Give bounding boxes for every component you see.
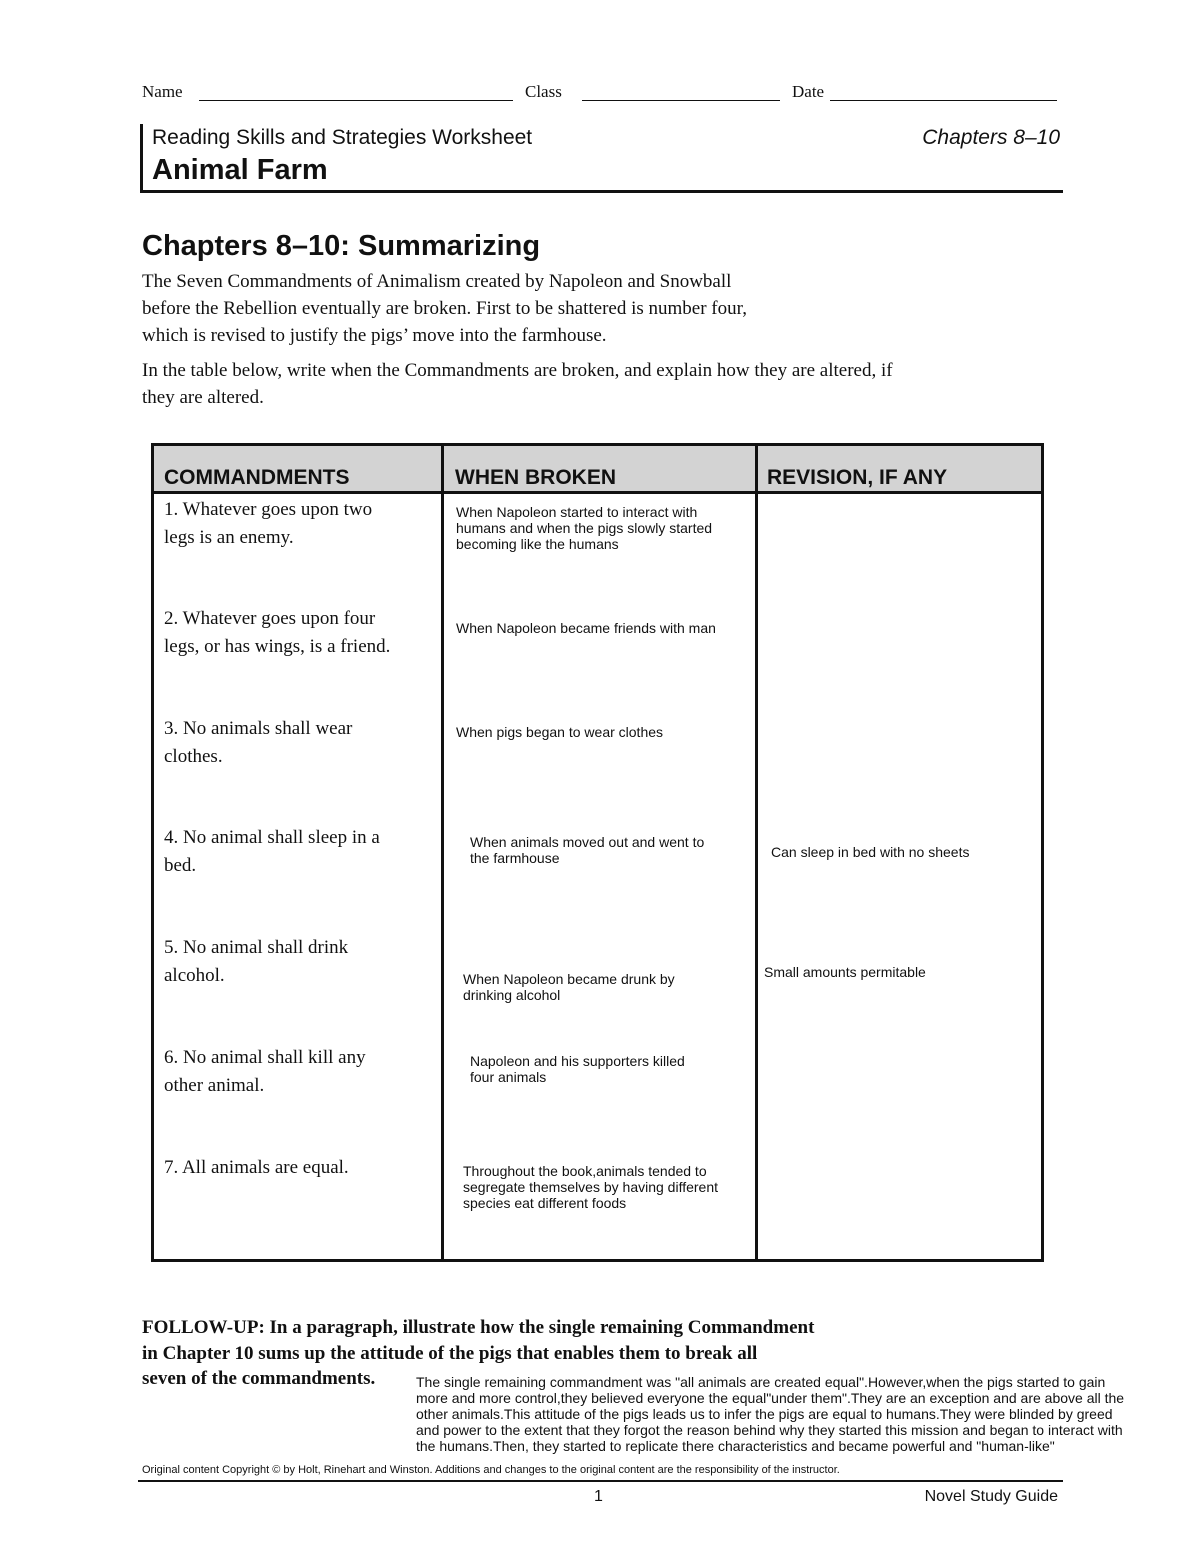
- class-label: Class: [525, 82, 562, 101]
- commandment-cell: [164, 934, 434, 990]
- cell-line: drinking alcohol: [463, 987, 561, 1003]
- commandment-cell: [164, 1154, 434, 1182]
- novel-study-guide-label: Novel Study Guide: [924, 1488, 1058, 1505]
- revision-cell[interactable]: [771, 844, 1031, 860]
- header-commandments: COMMANDMENTS: [164, 466, 350, 489]
- cell-line: four animals: [470, 1069, 547, 1085]
- section-title: Chapters 8–10: Summarizing: [142, 230, 541, 262]
- cell-line: alcohol.: [164, 965, 225, 986]
- cell-line: bed.: [164, 855, 197, 876]
- cell-line: 6. No animal shall kill any: [164, 1047, 366, 1068]
- follow-up-prompt-line: seven of the commandments.: [142, 1368, 376, 1389]
- cell-line: becoming like the humans: [456, 536, 619, 552]
- copyright-notice: Original content Copyright © by Holt, Rinehart and Winston. Additions and changes to the original content are the responsibility of the instructor.: [142, 1464, 840, 1476]
- date-label: Date: [792, 82, 825, 101]
- cell-line: humans and when the pigs slowly started: [456, 520, 713, 536]
- cell-line: Throughout the book,animals tended to: [463, 1163, 707, 1179]
- when-broken-cell[interactable]: [463, 1163, 763, 1211]
- intro-line: before the Rebellion eventually are broken. First to be shattered is number four,: [142, 298, 747, 319]
- commandment-cell: [164, 824, 434, 880]
- cell-line: 5. No animal shall drink: [164, 937, 349, 958]
- revision-cell[interactable]: [764, 964, 1024, 980]
- cell-line: 3. No animals shall wear: [164, 718, 353, 739]
- cell-line: 1. Whatever goes upon two: [164, 499, 373, 520]
- cell-line: 4. No animal shall sleep in a: [164, 827, 380, 848]
- cell-line: When Napoleon became friends with man: [456, 620, 716, 636]
- cell-line: When animals moved out and went to: [470, 834, 705, 850]
- intro-line: which is revised to justify the pigs’ move into the farmhouse.: [142, 325, 607, 346]
- class-field[interactable]: [582, 100, 780, 101]
- name-field[interactable]: [199, 100, 513, 101]
- cell-line: Can sleep in bed with no sheets: [771, 844, 970, 860]
- commandment-cell: [164, 715, 434, 771]
- follow-up-answer[interactable]: [416, 1374, 1200, 1454]
- instruction-line: they are altered.: [142, 387, 264, 408]
- worksheet-title: Animal Farm: [152, 154, 328, 186]
- cell-line: 2. Whatever goes upon four: [164, 608, 376, 629]
- cell-line: other animal.: [164, 1075, 265, 1096]
- commandment-cell: [164, 496, 434, 552]
- answer-line: more and more control,they believed everyone the equal"under them".They are an exception and are above all the: [416, 1390, 1125, 1406]
- cell-line: When Napoleon became drunk by: [463, 971, 675, 987]
- when-broken-cell[interactable]: [470, 834, 770, 866]
- commandment-cell: [164, 605, 434, 661]
- worksheet-subtitle: Reading Skills and Strategies Worksheet: [152, 126, 533, 149]
- when-broken-cell[interactable]: [456, 504, 756, 552]
- answer-line: other animals.This attitude of the pigs leads us to infer the pigs are equal to humans.They were blinded by greed: [416, 1406, 1113, 1422]
- intro-paragraph: [142, 268, 902, 349]
- instruction-line: In the table below, write when the Commandments are broken, and explain how they are altered, if: [142, 360, 893, 381]
- page-number: 1: [594, 1488, 603, 1505]
- when-broken-cell[interactable]: [456, 724, 756, 740]
- chapters-label: Chapters 8–10: [922, 126, 1060, 149]
- cell-line: legs, or has wings, is a friend.: [164, 636, 391, 657]
- header-when-broken: WHEN BROKEN: [455, 466, 616, 489]
- cell-line: clothes.: [164, 746, 223, 767]
- when-broken-cell[interactable]: [463, 971, 763, 1003]
- cell-line: When pigs began to wear clothes: [456, 724, 664, 740]
- answer-line: The single remaining commandment was "all animals are created equal".However,when the pigs started to gain: [416, 1374, 1106, 1390]
- instruction-paragraph: [142, 357, 1042, 411]
- when-broken-cell[interactable]: [470, 1053, 770, 1085]
- answer-line: the humans.Then, they started to replicate there characteristics and became powerful and "human-like": [416, 1438, 1055, 1454]
- follow-up-prompt-line: FOLLOW-UP: In a paragraph, illustrate how the single remaining Commandment: [142, 1317, 815, 1338]
- footer-rule: [138, 1480, 1063, 1482]
- intro-line: The Seven Commandments of Animalism created by Napoleon and Snowball: [142, 271, 732, 292]
- cell-line: legs is an enemy.: [164, 527, 294, 548]
- column-divider: [441, 446, 444, 1259]
- follow-up-prompt-line: in Chapter 10 sums up the attitude of the pigs that enables them to break all: [142, 1343, 758, 1364]
- when-broken-cell[interactable]: [456, 620, 756, 636]
- header-bar: [140, 124, 143, 192]
- answer-line: and power to the extent that they forgot the reason behind why they started this mission and began to interact with: [416, 1422, 1123, 1438]
- header-revision: REVISION, IF ANY: [767, 466, 948, 489]
- cell-line: species eat different foods: [463, 1195, 627, 1211]
- commandment-cell: [164, 1044, 434, 1100]
- cell-line: 7. All animals are equal.: [164, 1157, 349, 1178]
- cell-line: segregate themselves by having different: [463, 1179, 719, 1195]
- cell-line: Small amounts permitable: [764, 964, 926, 980]
- name-label: Name: [142, 82, 183, 101]
- cell-line: Napoleon and his supporters killed: [470, 1053, 685, 1069]
- cell-line: the farmhouse: [470, 850, 560, 866]
- cell-line: When Napoleon started to interact with: [456, 504, 698, 520]
- header-rule: [140, 190, 1063, 193]
- date-field[interactable]: [830, 100, 1057, 101]
